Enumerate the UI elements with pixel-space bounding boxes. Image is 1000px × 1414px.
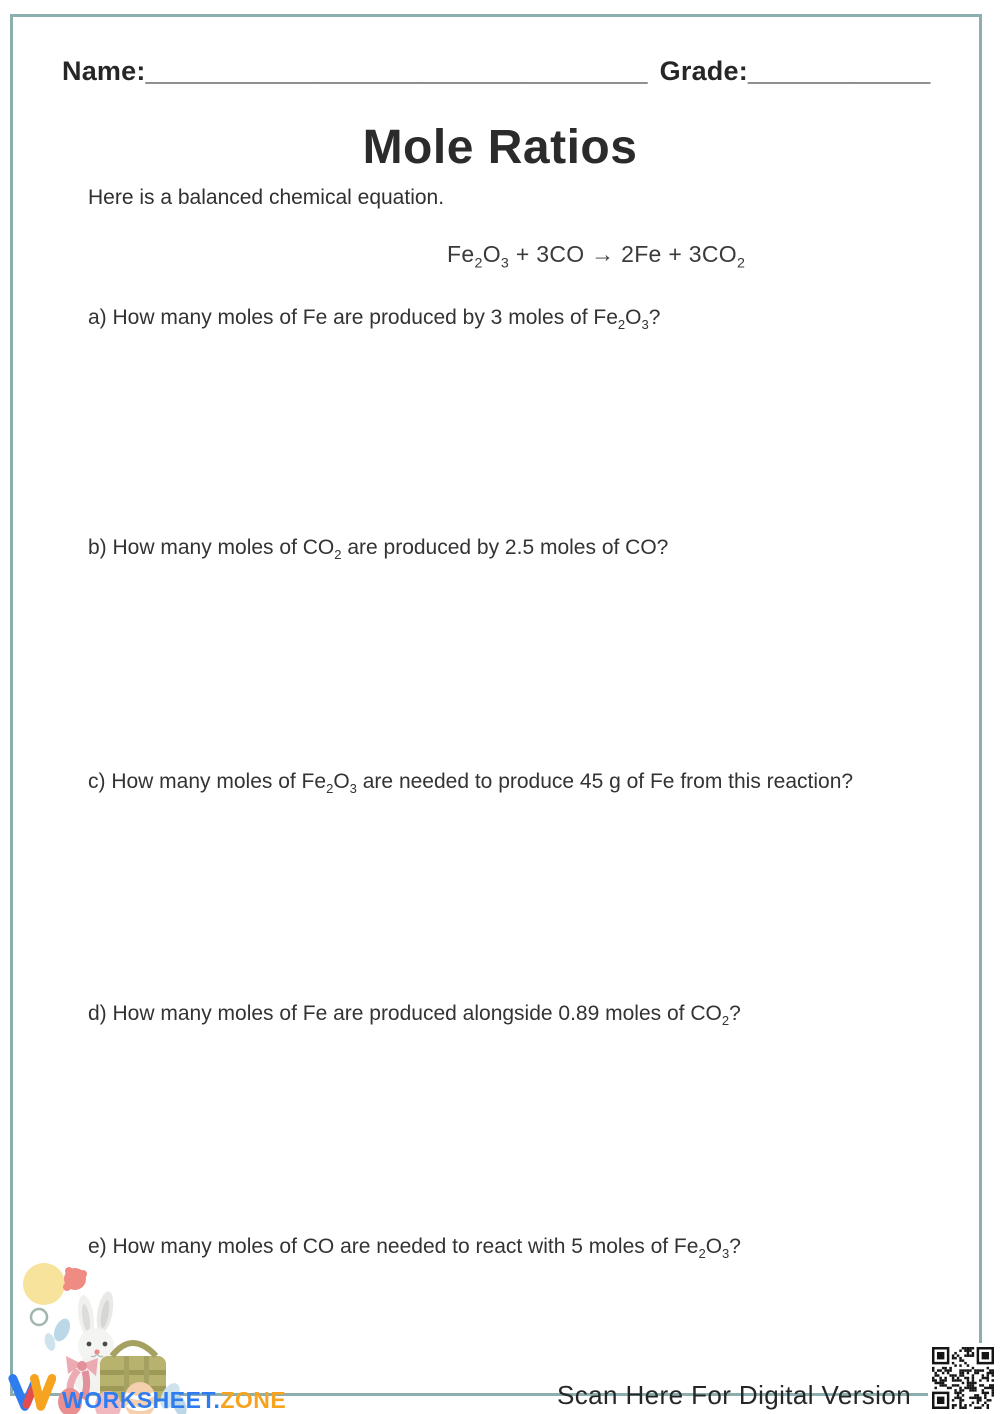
page-border <box>10 14 982 1396</box>
question-a: a) How many moles of Fe are produced by 3 moles of $Fe_2O_3$? <box>88 306 661 333</box>
name-blank-line: _________________________________ <box>145 56 648 86</box>
name-label: Name: <box>62 56 146 86</box>
grade-label: Grade: <box>659 56 748 86</box>
question-e: e) How many moles of CO are needed to react with 5 moles of $Fe_2O_3$? <box>88 1235 741 1262</box>
worksheet-zone-logo-icon <box>8 1372 56 1414</box>
qr-code <box>928 1343 998 1413</box>
intro-text: Here is a balanced chemical equation. <box>88 186 445 209</box>
question-d: d) How many moles of Fe are produced alongside 0.89 moles of $CO_2$? <box>88 1002 741 1029</box>
grade-blank-line: ____________ <box>747 56 931 86</box>
question-c: c) How many moles of $Fe_2O_3$ are needed to produce 45 g of Fe from this reaction? <box>88 770 854 797</box>
worksheet-zone-logo-text <box>62 1387 286 1414</box>
brand-word-zone: ZONE <box>220 1387 287 1413</box>
name-grade-row <box>62 56 931 87</box>
page-title: Mole Ratios <box>362 121 638 174</box>
scan-here-text: Scan Here For Digital Version <box>557 1380 912 1410</box>
chemical-equation: $Fe_2O_3 + 3CO \to 2Fe + 3CO_2$ <box>447 241 746 272</box>
question-b: b) How many moles of $CO_2$ are produced by 2.5 moles of CO? <box>88 536 669 563</box>
brand-word-worksheet: WORKSHEET <box>62 1387 214 1413</box>
worksheet-zone-logo <box>8 1372 286 1414</box>
brand-dot: . <box>213 1387 221 1413</box>
